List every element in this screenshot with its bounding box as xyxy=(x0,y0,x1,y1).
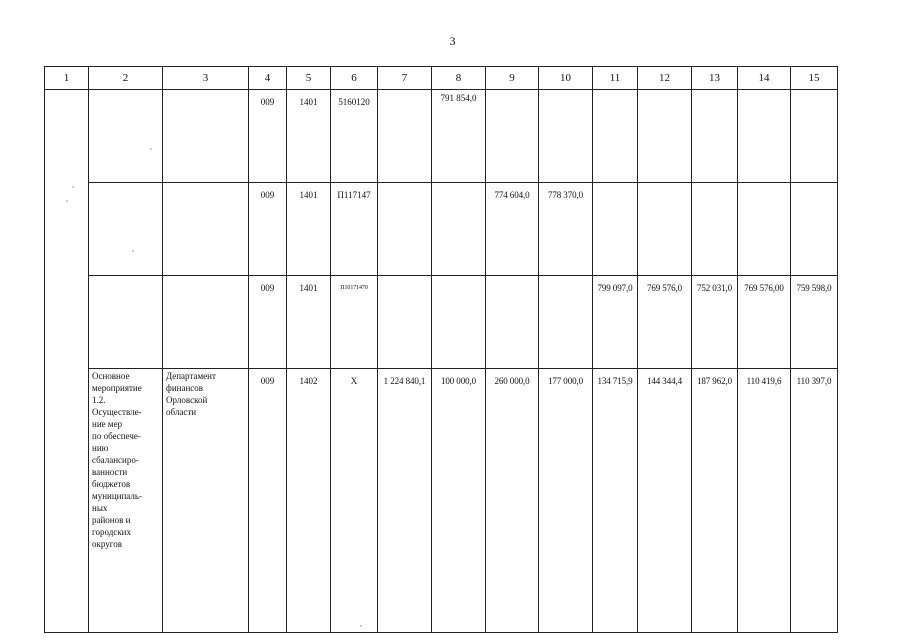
table-cell: 752 031,0 xyxy=(692,276,738,369)
col-header: 7 xyxy=(378,67,432,90)
activity-name-line: городских xyxy=(92,527,131,537)
table-cell xyxy=(593,183,638,276)
scan-speck xyxy=(132,250,134,252)
table-cell xyxy=(692,183,738,276)
col-header: 3 xyxy=(163,67,249,90)
activity-name-line: нию xyxy=(92,443,109,453)
table-row xyxy=(45,276,838,369)
table-cell: 769 576,00 xyxy=(738,276,791,369)
col-header: 10 xyxy=(539,67,593,90)
executor-line: области xyxy=(166,407,197,417)
table-cell: 110 419,6 xyxy=(738,369,791,633)
table-cell: Х xyxy=(331,369,378,633)
table-cell: 187 962,0 xyxy=(692,369,738,633)
table-cell xyxy=(539,90,593,183)
table-cell xyxy=(163,183,249,276)
table-cell: 1 224 840,1 xyxy=(378,369,432,633)
executor-line: Департамент xyxy=(166,371,216,381)
col-header: 9 xyxy=(486,67,539,90)
col-header: 4 xyxy=(249,67,287,90)
col-header: 15 xyxy=(791,67,838,90)
table-cell: 799 097,0 xyxy=(593,276,638,369)
table-row xyxy=(45,183,838,276)
executor-line: финансов xyxy=(166,383,204,393)
activity-name-cell xyxy=(89,369,163,633)
table-cell xyxy=(738,90,791,183)
table-cell: 260 000,0 xyxy=(486,369,539,633)
table-cell xyxy=(89,276,163,369)
activity-name-line: ных xyxy=(92,503,108,513)
table-cell xyxy=(692,90,738,183)
activity-name-line: районов и xyxy=(92,515,131,525)
table-cell: 778 370,0 xyxy=(539,183,593,276)
table-cell: 759 598,0 xyxy=(791,276,838,369)
activity-name-line: Основное xyxy=(92,371,130,381)
table-cell: 1401 xyxy=(287,276,331,369)
table-cell: 177 000,0 xyxy=(539,369,593,633)
executor-line: Орловской xyxy=(166,395,208,405)
col-header: 11 xyxy=(593,67,638,90)
table-cell xyxy=(378,276,432,369)
table-cell: 009 xyxy=(249,276,287,369)
table-header-row xyxy=(45,67,838,90)
scan-speck xyxy=(150,148,152,150)
table-cell xyxy=(539,276,593,369)
table-cell xyxy=(163,276,249,369)
scan-speck xyxy=(66,200,68,202)
table-cell xyxy=(163,90,249,183)
table-cell: 1401 xyxy=(287,90,331,183)
col-header: 1 xyxy=(45,67,89,90)
executor-cell xyxy=(163,369,249,633)
col-header: 14 xyxy=(738,67,791,90)
table-cell: 791 854,0 xyxy=(432,90,486,183)
activity-name-line: ванности xyxy=(92,467,128,477)
table-cell: 774 604,0 xyxy=(486,183,539,276)
budget-table xyxy=(44,66,838,633)
activity-name-line: округов xyxy=(92,539,122,549)
table-cell xyxy=(638,183,692,276)
col-header: 8 xyxy=(432,67,486,90)
table-cell xyxy=(378,183,432,276)
table-cell xyxy=(738,183,791,276)
col-header: 12 xyxy=(638,67,692,90)
table-cell xyxy=(486,90,539,183)
activity-name-line: по обеспече- xyxy=(92,431,141,441)
table-cell: 769 576,0 xyxy=(638,276,692,369)
page-number: 3 xyxy=(449,34,456,48)
table-cell: 110 397,0 xyxy=(791,369,838,633)
table-cell: 144 344,4 xyxy=(638,369,692,633)
table-cell: 134 715,9 xyxy=(593,369,638,633)
table-cell: 009 xyxy=(249,90,287,183)
table-cell xyxy=(89,90,163,183)
table-cell xyxy=(432,183,486,276)
scan-speck xyxy=(72,186,74,188)
col-header: 2 xyxy=(89,67,163,90)
table-row xyxy=(45,90,838,183)
table-cell: 100 000,0 xyxy=(432,369,486,633)
activity-name-line: сбалансиро- xyxy=(92,455,139,465)
table-cell: П117147 xyxy=(331,183,378,276)
table-cell: 009 xyxy=(249,369,287,633)
activity-name-line: ние мер xyxy=(92,419,123,429)
activity-name-line: 1.2. xyxy=(92,395,106,405)
table-cell xyxy=(638,90,692,183)
col-header: 6 xyxy=(331,67,378,90)
table-cell xyxy=(378,90,432,183)
table-cell: 009 xyxy=(249,183,287,276)
table-cell: 1402 xyxy=(287,369,331,633)
table-cell xyxy=(486,276,539,369)
activity-name-line: бюджетов xyxy=(92,479,131,489)
table-cell xyxy=(593,90,638,183)
table-cell xyxy=(791,90,838,183)
table-row xyxy=(45,369,838,633)
scan-speck xyxy=(360,625,362,627)
activity-name-line: мероприятие xyxy=(92,383,142,393)
table-cell xyxy=(89,183,163,276)
activity-name-line: Осуществле- xyxy=(92,407,142,417)
table-cell: 5160120 xyxy=(331,90,378,183)
activity-name-line: муниципаль- xyxy=(92,491,142,501)
col-header: 5 xyxy=(287,67,331,90)
col-header: 13 xyxy=(692,67,738,90)
table-cell xyxy=(432,276,486,369)
table-cell: 1401 xyxy=(287,183,331,276)
col1-cell xyxy=(45,90,89,633)
table-cell xyxy=(791,183,838,276)
table-cell: П10171470 xyxy=(331,276,378,369)
